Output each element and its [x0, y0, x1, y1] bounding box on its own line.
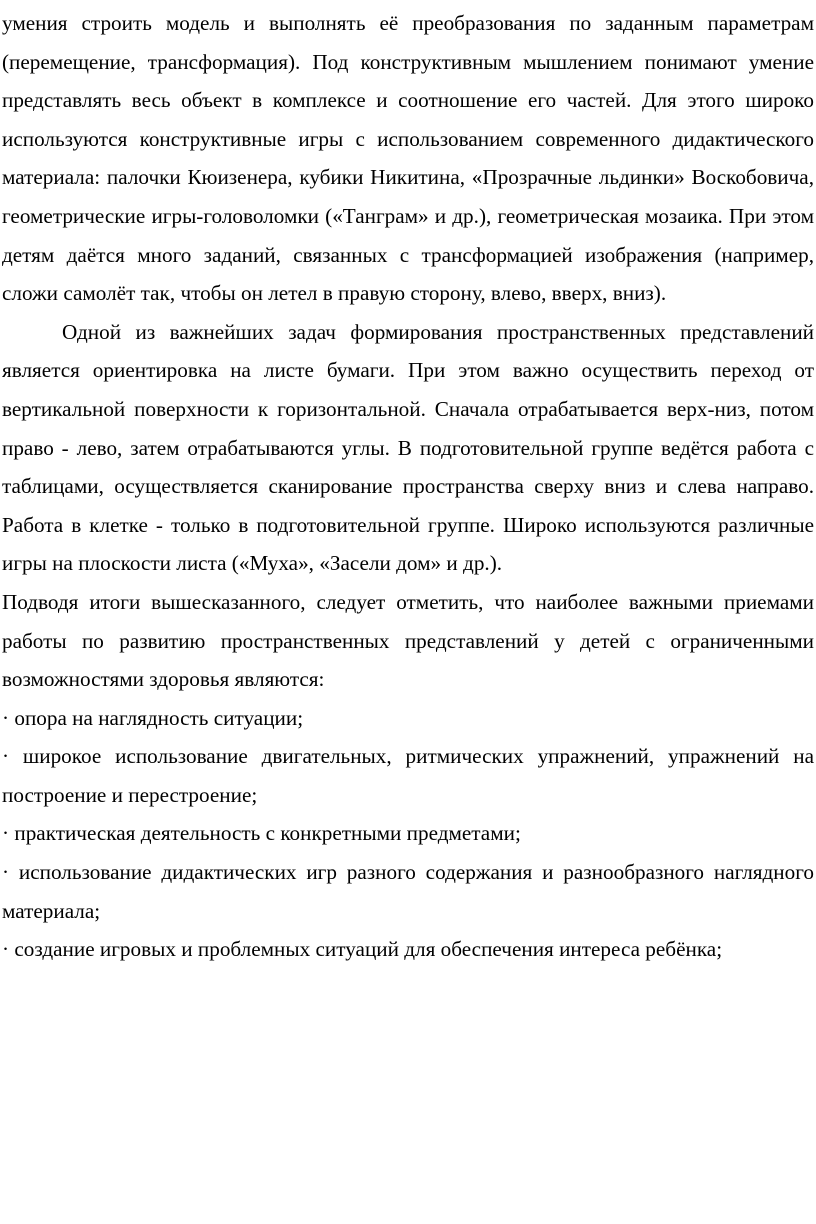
list-item: · использование дидактических игр разного содержания и разнообразного наглядного материала;	[2, 860, 814, 923]
list-item: · опора на наглядность ситуации;	[2, 705, 304, 730]
list-item: · практическая деятельность с конкретными предметами;	[2, 821, 521, 846]
paragraph-orientation: Одной из важнейших задач формирования пространственных представлений является ориентировка на листе бумаги. При этом важно осуществить переход от вертикальной поверхности к горизонтальной. Сначала отрабатывается верх-низ, потом право - лево, затем отрабатываются углы. В подготовительной группе ведётся работа с таблицами, осуществляется сканирование пространства сверху вниз и слева направо. Работа в клетке - только в подготовительной группе. Широко используются различные игры на плоскости листа («Муха», «Засели дом» и др.).	[2, 319, 814, 576]
paragraph-summary: Подводя итоги вышесказанного, следует отметить, что наиболее важными приемами работы по развитию пространственных представлений у детей с ограниченными возможностями здоровья являются:	[2, 589, 814, 692]
paragraph-continuation: умения строить модель и выполнять её преобразования по заданным параметрам (перемещение, трансформация). Под конструктивным мышлением понимают умение представлять весь объект в комплексе и соотношение его частей. Для этого широко используются конструктивные игры с использованием современного дидактического материала: палочки Кюизенера, кубики Никитина, «Прозрачные льдинки» Воскобовича, геометрические игры-головоломки («Танграм» и др.), геометрическая мозаика. При этом детям даётся много заданий, связанных с трансформацией изображения (например, сложи самолёт так, чтобы он летел в правую сторону, влево, вверх, вниз).	[2, 11, 814, 306]
list-item: · создание игровых и проблемных ситуаций для обеспечения интереса ребёнка;	[2, 937, 723, 962]
list-item: · широкое использование двигательных, ритмических упражнений, упражнений на построение и перестроение;	[2, 744, 814, 807]
